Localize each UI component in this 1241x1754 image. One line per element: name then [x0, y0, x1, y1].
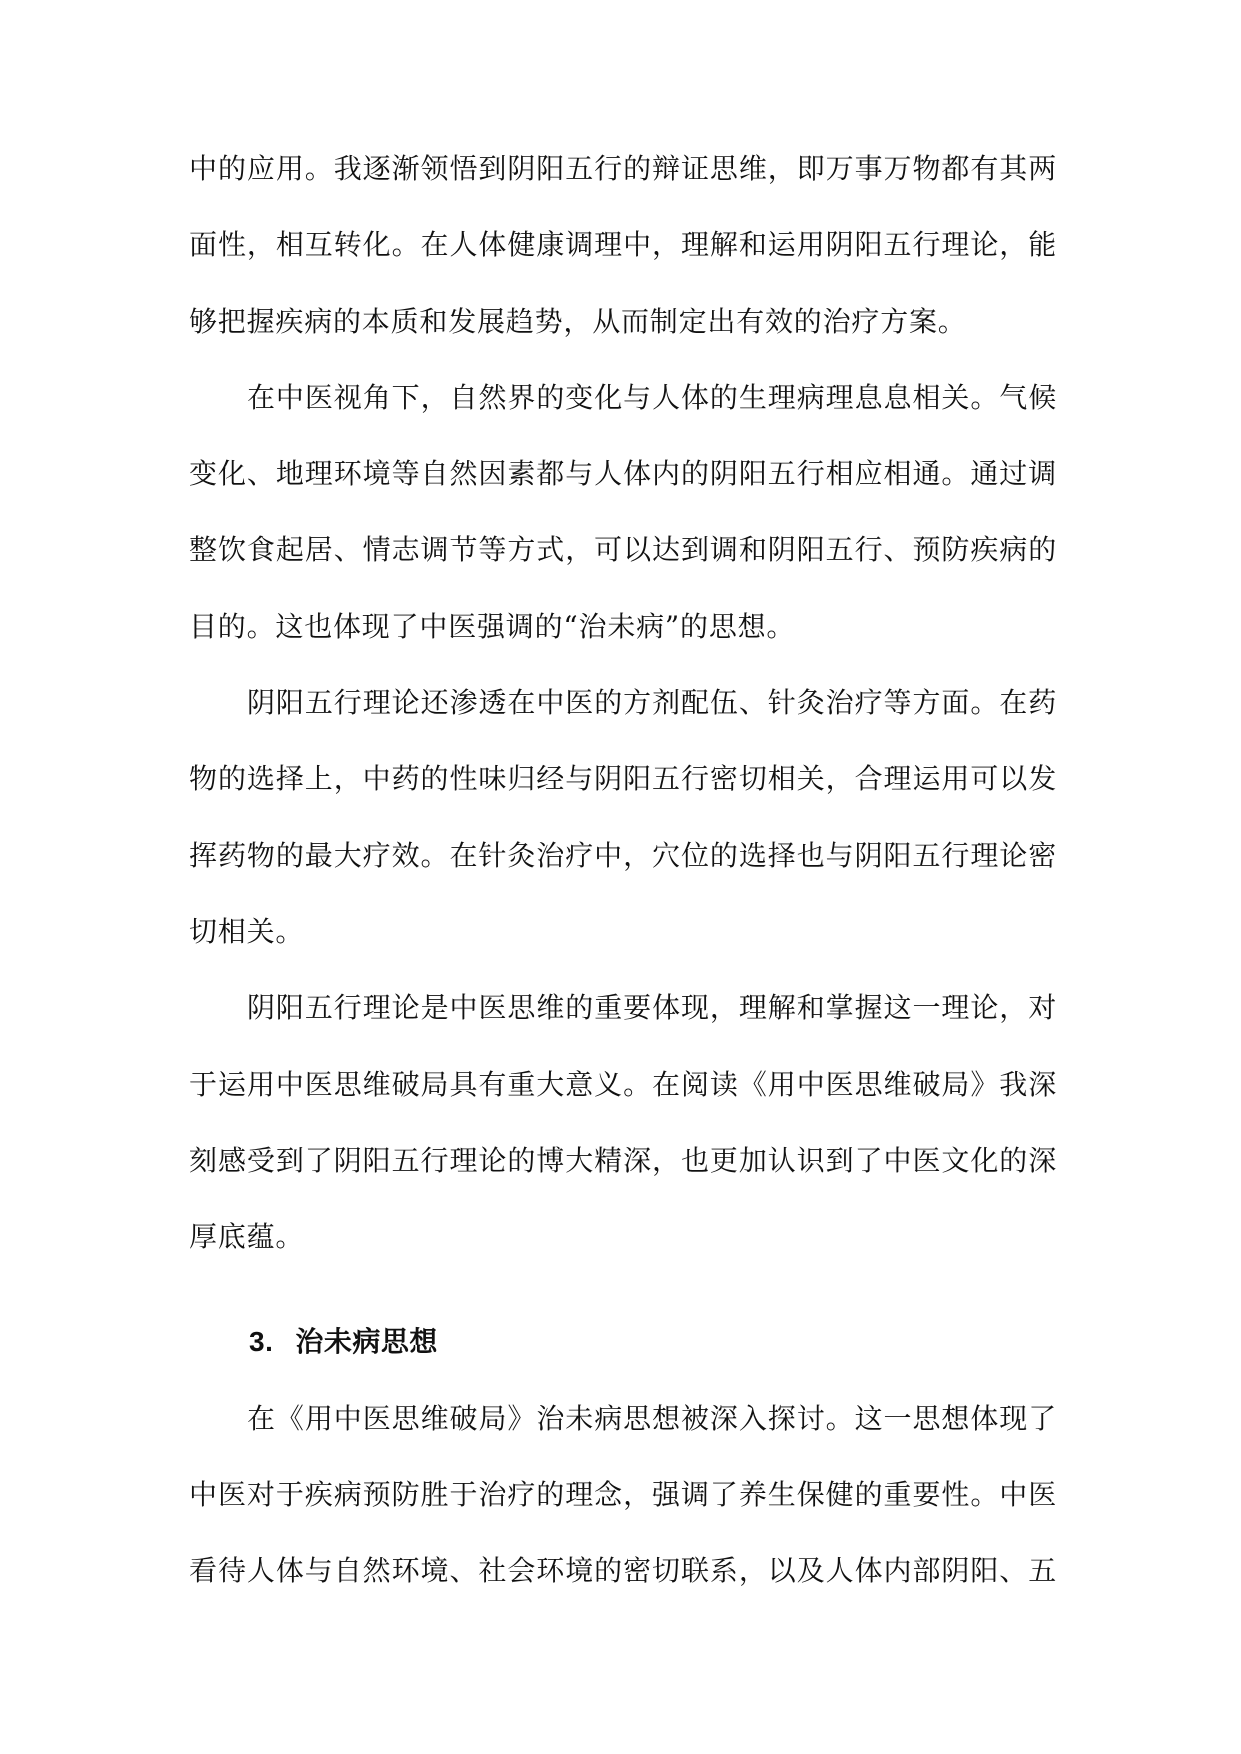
- section-number: 3.: [249, 1326, 274, 1358]
- section-heading: [189, 1304, 1057, 1380]
- text-line: 够把握疾病的本质和发展趋势，从而制定出有效的治疗方案。: [189, 304, 967, 338]
- text-line: 整饮食起居、情志调节等方式，可以达到调和阴阳五行、预防疾病的: [189, 533, 1057, 567]
- text-line: 厚底蕴。: [189, 1220, 305, 1254]
- paragraph: [189, 131, 1057, 360]
- text-line: 看待人体与自然环境、社会环境的密切联系，以及人体内部阴阳、五: [189, 1554, 1057, 1588]
- text-line: 切相关。: [189, 914, 305, 948]
- text-line: 挥药物的最大疗效。在针灸治疗中，穴位的选择也与阴阳五行理论密: [189, 838, 1057, 872]
- paragraph: [189, 665, 1057, 970]
- text-line: 中医对于疾病预防胜于治疗的理念，强调了养生保健的重要性。中医: [189, 1478, 1057, 1512]
- paragraph: [189, 970, 1057, 1275]
- paragraph: [189, 360, 1057, 665]
- paragraph: [189, 1381, 1057, 1610]
- text-line: 阴阳五行理论是中医思维的重要体现，理解和掌握这一理论，对: [247, 991, 1057, 1025]
- text-line: 刻感受到了阴阳五行理论的博大精深，也更加认识到了中医文化的深: [189, 1143, 1057, 1177]
- text-line: 目的。这也体现了中医强调的“治未病”的思想。: [189, 609, 796, 643]
- section-title: 治未病思想: [295, 1326, 438, 1358]
- text-line: 面性，相互转化。在人体健康调理中，理解和运用阴阳五行理论，能: [189, 228, 1057, 262]
- document-body: [189, 131, 1057, 1610]
- text-line: 阴阳五行理论还渗透在中医的方剂配伍、针灸治疗等方面。在药: [247, 686, 1057, 720]
- text-line: 在中医视角下，自然界的变化与人体的生理病理息息相关。气候: [247, 380, 1057, 414]
- text-line: 物的选择上，中药的性味归经与阴阳五行密切相关，合理运用可以发: [189, 762, 1057, 796]
- text-line: 在《用中医思维破局》治未病思想被深入探讨。这一思想体现了: [247, 1401, 1057, 1435]
- text-line: 中的应用。我逐渐领悟到阴阳五行的辩证思维，即万事万物都有其两: [189, 152, 1057, 185]
- text-line: 于运用中医思维破局具有重大意义。在阅读《用中医思维破局》我深: [189, 1067, 1057, 1101]
- text-line: 变化、地理环境等自然因素都与人体内的阴阳五行相应相通。通过调: [189, 457, 1057, 491]
